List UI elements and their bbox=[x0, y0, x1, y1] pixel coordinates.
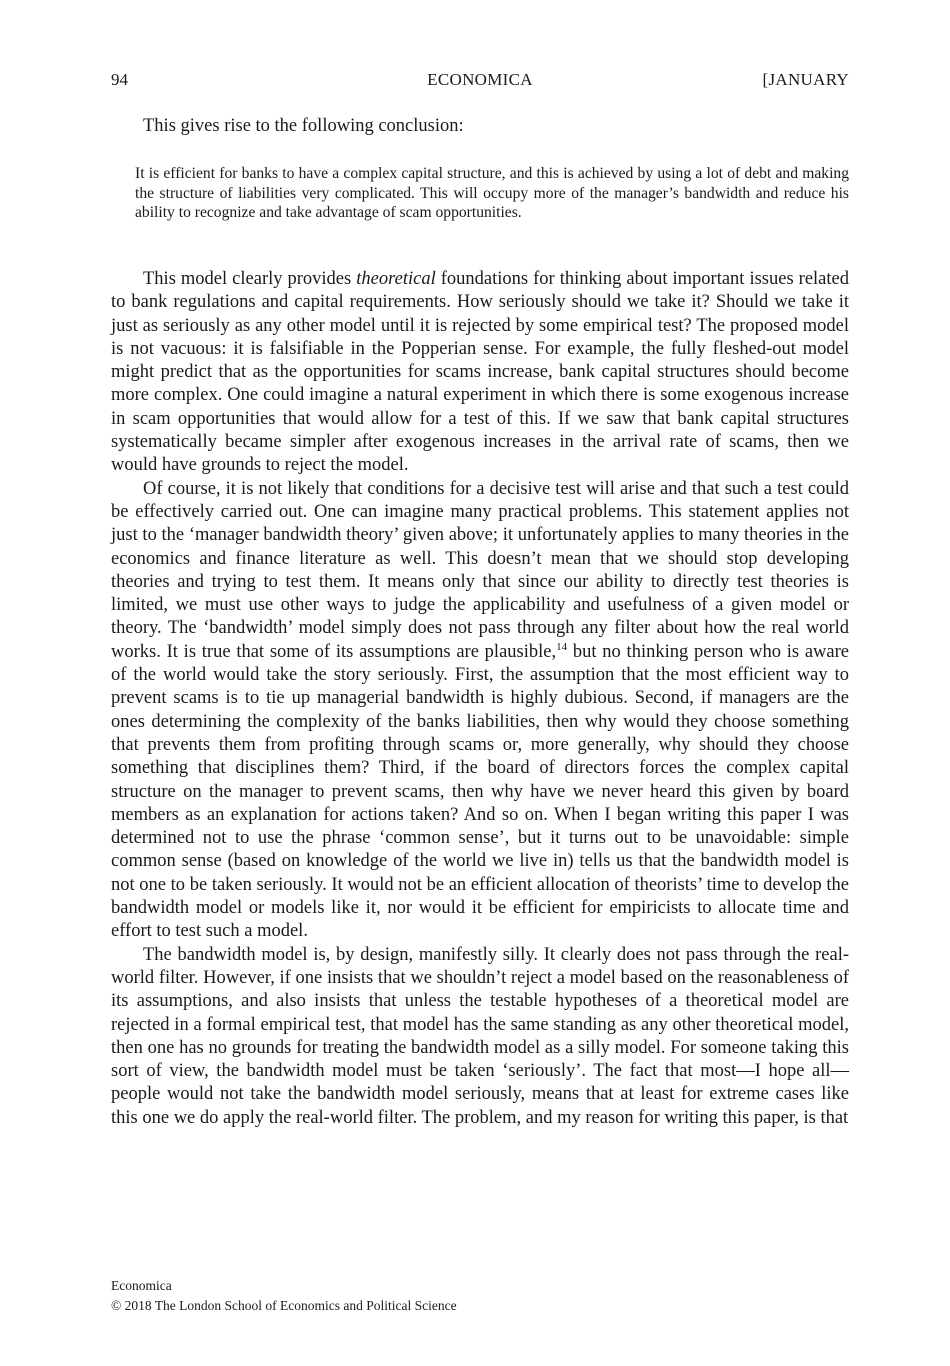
journal-title: ECONOMICA bbox=[427, 70, 533, 89]
paragraph-1-rest: foundations for thinking about important issues related to bank regulations and capital requirements. How seriously should we take it? Should we take it just as seriously as any other model until it is rejected by some empirical test? The proposed model is not vacuous: it is falsifiable in the Popperian sense. For example, the fully fleshed-out model might predict that as the opportunities for scams increase, bank capital structures should become more complex. One could imagine a natural experiment in which there is some exogenous increase in scam opportunities that would allow for a test of this. If we saw that bank capital structures systematically became simpler after exogenous increases in the arrival rate of scams, then we would have grounds to reject the model. bbox=[111, 269, 849, 476]
emphasis-theoretical: theoretical bbox=[356, 269, 436, 289]
page-number: 94 bbox=[111, 70, 128, 89]
lead-sentence: This gives rise to the following conclusion: bbox=[143, 116, 464, 136]
paragraph-2 bbox=[111, 478, 849, 944]
paragraph-2-rest: but no thinking person who is aware of the world would take the story seriously. First, the assumption that the most efficient way to prevent scams is to tie up managerial bandwidth is highly dubious. Second, if managers are the ones determining the complexity of the banks liabilities, then why would they choose something that prevents them from profiting through scams or, more generally, why should they choose something that disciplines them? Third, if the board of directors forces the complex capital structure on the manager to prevent scams, then why have we never heard this given by board members as an explanation for actions taken? And so on. When I began writing this paper I was determined not to use the phrase ‘common sense’, but it turns out to be unavoidable: simple common sense (based on knowledge of the world we live in) tells us that the bandwidth model is not one to be taken seriously. It would not be an efficient allocation of theorists’ time to develop the bandwidth model or models like it, nor would it be efficient for empiricists to allocate time and effort to test such a model. bbox=[111, 641, 849, 942]
footer-journal: Economica bbox=[111, 1278, 172, 1293]
paragraph-1-start: This model clearly provides bbox=[143, 269, 357, 289]
paragraph-3: The bandwidth model is, by design, manifestly silly. It clearly does not pass through the real-world filter. However, if one insists that we shouldn’t reject a model based on the reasonableness of its assumptions, and also insists that unless the testable hypotheses of a theoretical model are rejected in a formal empirical test, that model has the same standing as any other theoretical model, then one has no grounds for treating the bandwidth model as a silly model. For someone taking this sort of view, the bandwidth model must be taken ‘seriously’. The fact that most—I hope all—people would not take the bandwidth model seriously, means that at least for extreme cases like this one we do apply the real-world filter. The problem, and my reason for writing this paper, is that bbox=[111, 944, 849, 1128]
block-quote: It is efficient for banks to have a complex capital structure, and this is achieved by using a lot of debt and making the structure of liabilities very complicated. This will occupy more of the manager’s bandwidth and reduce his ability to recognize and take advantage of scam opportunities. bbox=[135, 165, 849, 222]
issue-month: [JANUARY bbox=[762, 70, 849, 89]
page-footer bbox=[111, 1276, 457, 1316]
body-text bbox=[111, 268, 849, 1130]
paragraph-2-start: Of course, it is not likely that conditions for a decisive test will arise and that such a test could be effectively carried out. One can imagine many practical problems. This statement applies not just to the ‘manager bandwidth theory’ given above; it unfortunately applies to many theories in the economics and finance literature as well. This doesn’t mean that we should stop developing theories and trying to test them. It means only that since our ability to directly test theories is limited, we must use other ways to judge the applicability and usefulness of a given model or theory. The ‘bandwidth’ model simply does not pass through any filter about how the real world works. It is true that some of its assumptions are plausible, bbox=[111, 478, 849, 662]
paragraph-1 bbox=[111, 268, 849, 478]
footer-copyright: © 2018 The London School of Economics and Political Science bbox=[111, 1298, 457, 1313]
running-header bbox=[111, 70, 849, 94]
footnote-marker[interactable]: 14 bbox=[556, 640, 568, 653]
